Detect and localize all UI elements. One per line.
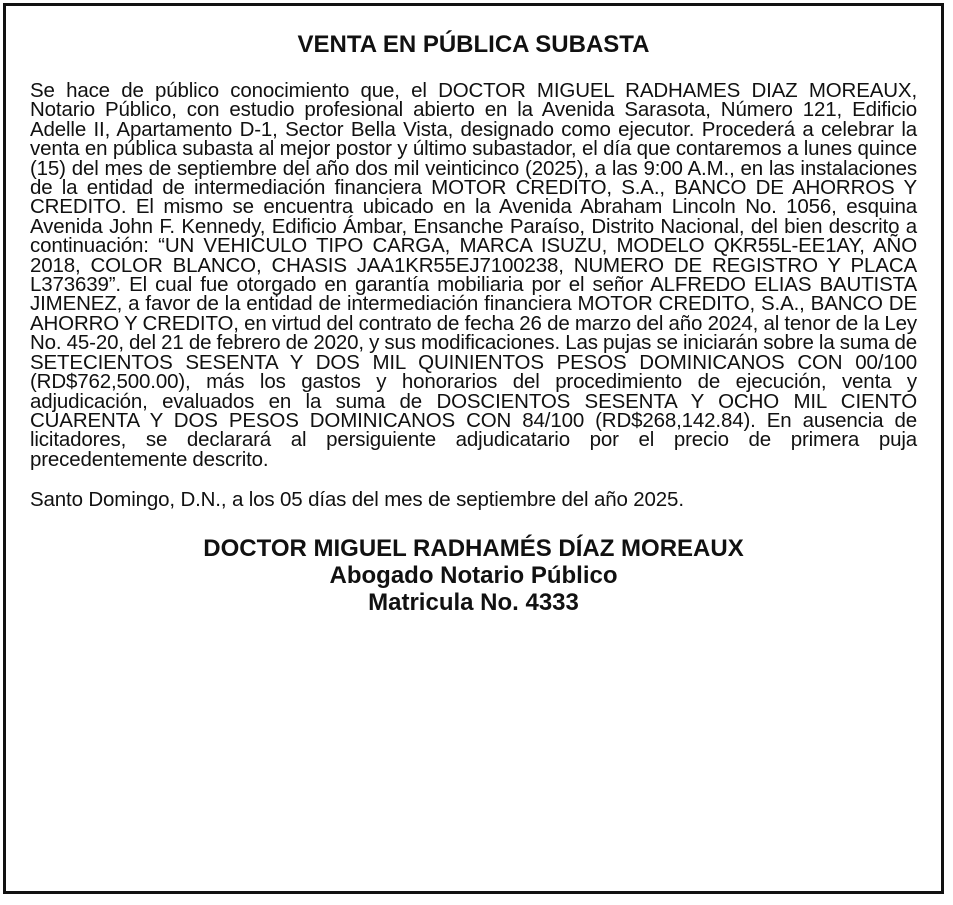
signatory-role: Abogado Notario Público: [329, 562, 618, 590]
notice-border: [3, 3, 944, 894]
signatory-name: DOCTOR MIGUEL RADHAMÉS DÍAZ MOREAUX: [203, 535, 744, 563]
signatory-registration: Matricula No. 4333: [368, 589, 579, 617]
notice-title: VENTA EN PÚBLICA SUBASTA: [297, 31, 650, 58]
signature-block: [30, 535, 917, 616]
notice-content: [30, 6, 917, 891]
notice-body-paragraph: Se hace de público conocimiento que, el DOCTOR MIGUEL RADHAMES DIAZ MOREAUX, Notario Público, con estudio profesional abierto en la Avenida Sarasota, Número 121, Edificio Adelle II, Apartamento D-1, Sector Bella Vista, designado como ejecutor. Procederá a celebrar la venta en pública subasta al mejor postor y último subastador, el día que contaremos a lunes quince (15) del mes de septiembre del año dos mil veinticinco (2025), a las 9:00 A.M., en las instalaciones de la entidad de intermediación financiera MOTOR CREDITO, S.A., BANCO DE AHORROS Y CREDITO. El mismo se encuentra ubicado en la Avenida Abraham Lincoln No. 1056, esquina Avenida John F. Kennedy, Edificio Ámbar, Ensanche Paraíso, Distrito Nacional, del bien descrito a continuación: “UN VEHICULO TIPO CARGA, MARCA ISUZU, MODELO QKR55L-EE1AY, AÑO 2018, COLOR BLANCO, CHASIS JAA1KR55EJ7100238, NUMERO DE REGISTRO Y PLACA L373639”. El cual fue otorgado en garantía mobiliaria por el señor ALFREDO ELIAS BAUTISTA JIMENEZ, a favor de la entidad de intermediación financiera MOTOR CREDITO, S.A., BANCO DE AHORRO Y CREDITO, en virtud del contrato de fecha 26 de marzo del año 2024, al tenor de la Ley No. 45-20, del 21 de febrero de 2020, y sus modificaciones. Las pujas se iniciarán sobre la suma de SETECIENTOS SESENTA Y DOS MIL QUINIENTOS PESOS DOMINICANOS CON 00/100 (RD$762,500.00), más los gastos y honorarios del procedimiento de ejecución, venta y adjudicación, evaluados en la suma de DOSCIENTOS SESENTA Y OCHO MIL CIENTO CUARENTA Y DOS PESOS DOMINICANOS CON 84/100 (RD$268,142.84). En ausencia de licitadores, se declarará al persiguiente adjudicatario por el precio de primera puja precedentemente descrito.: [30, 79, 917, 471]
notice-date-line: Santo Domingo, D.N., a los 05 días del mes de septiembre del año 2025.: [30, 488, 684, 512]
